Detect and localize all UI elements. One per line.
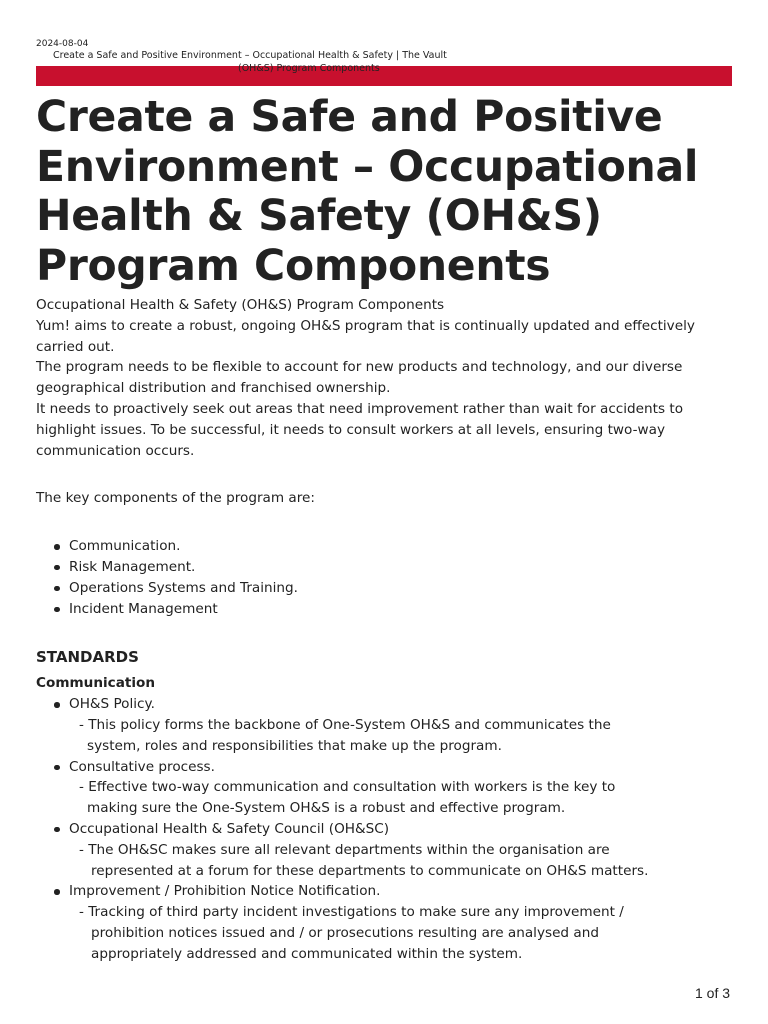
article-body (36, 295, 736, 965)
item-detail: - The OH&SC makes sure all relevant departments within the organisation are (79, 841, 610, 858)
intro-paragraph-2: Yum! aims to create a robust, ongoing OH&S program that is continually updated and effectively carried out. (36, 317, 695, 355)
standards-heading: STANDARDS (36, 648, 139, 667)
key-components-intro: The key components of the program are: (36, 490, 315, 507)
key-components-list (36, 536, 736, 619)
item-detail: - Tracking of third party incident investigations to make sure any improvement / (79, 904, 624, 921)
print-date: 2024-08-04 (36, 39, 89, 49)
item-detail: - This policy forms the backbone of One-System OH&S and communicates the (79, 716, 611, 733)
list-item: Risk Management. (36, 557, 736, 578)
communication-list (36, 694, 736, 964)
item-title: Improvement / Prohibition Notice Notification. (69, 883, 381, 900)
accent-bar (36, 66, 732, 86)
list-item: Communication. (36, 536, 736, 557)
accent-bar-text: (OH&S) Program Components (238, 63, 380, 74)
list-item (36, 881, 736, 964)
print-header (36, 38, 732, 62)
item-title: Consultative process. (69, 758, 215, 775)
item-detail: - Effective two-way communication and consultation with workers is the key to (79, 779, 616, 796)
item-detail: prohibition notices issued and / or prosecutions resulting are analysed and (91, 924, 599, 941)
intro-paragraph-3: The program needs to be flexible to account for new products and technology, and our diverse geographical distribution and franchised ownership. (36, 359, 683, 397)
item-detail: making sure the One-System OH&S is a robust and effective program. (87, 800, 566, 817)
print-page-title: Create a Safe and Positive Environment – Occupational Health & Safety | The Vault (53, 50, 447, 61)
intro-paragraph-1: Occupational Health & Safety (OH&S) Program Components (36, 297, 445, 313)
intro-paragraph-4: It needs to proactively seek out areas that need improvement rather than wait for accidents to highlight issues. To be successful, it needs to consult workers at all levels, ensuring two-way communication occurs. (36, 400, 684, 459)
item-title: Occupational Health & Safety Council (OH&SC) (69, 820, 390, 837)
item-detail: appropriately addressed and communicated within the system. (91, 945, 523, 962)
article (36, 93, 736, 965)
list-item: Incident Management (36, 599, 736, 620)
list-item (36, 694, 736, 756)
item-title: OH&S Policy. (69, 696, 155, 713)
item-detail: represented at a forum for these departments to communicate on OH&S matters. (91, 862, 649, 879)
list-item (36, 757, 736, 819)
list-item: Operations Systems and Training. (36, 578, 736, 599)
list-item (36, 819, 736, 881)
page-title: Create a Safe and Positive Environment – Occupational Health & Safety (OH&S) Program Components (36, 93, 699, 291)
communication-heading: Communication (36, 675, 156, 692)
page-number: 1 of 3 (695, 985, 731, 1001)
item-detail: system, roles and responsibilities that make up the program. (87, 737, 502, 754)
